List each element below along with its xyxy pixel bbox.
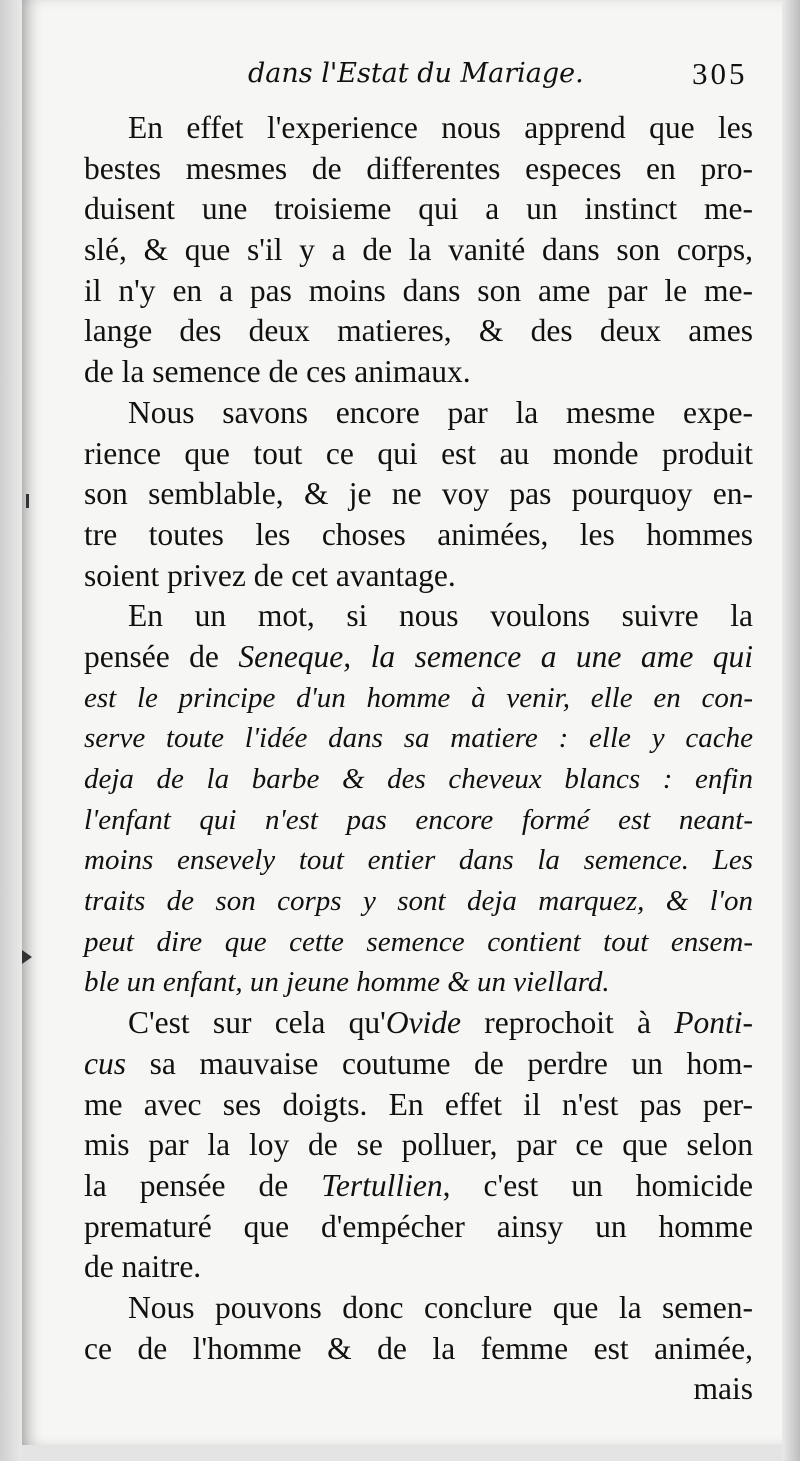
text-line: de naitre.	[84, 1249, 202, 1285]
text-line: me avec ses doigts. En effet il n'est pas per-	[84, 1086, 753, 1122]
text-line: il n'y en a pas moins dans son ame par le me-	[84, 272, 753, 308]
margin-mark	[26, 494, 29, 508]
quote-text: la semence a une ame qui	[370, 638, 754, 674]
text-span: reprochoit à	[461, 1005, 675, 1041]
text-line: mis par la loy de se polluer, par ce que selon	[84, 1127, 753, 1163]
page-number: 305	[692, 56, 748, 91]
text-line: lange des deux matieres, & des deux ames	[84, 313, 753, 349]
text-line	[84, 637, 753, 678]
text-span: la pensée de	[84, 1167, 322, 1203]
quote-line: serve toute l'idée dans sa matiere : elle y cache	[84, 722, 753, 755]
quote-line: traits de son corps y sont deja marquez, & l'on	[84, 885, 753, 918]
text-line: duisent une troisieme qui a un instinct me-	[84, 191, 753, 227]
text-line: bestes mesmes de differentes especes en pro-	[84, 150, 753, 186]
text-line: ce de l'homme & de la femme est animée,	[84, 1330, 753, 1366]
text-line: Nous savons encore par la mesme expe-	[128, 394, 753, 430]
text-line: prematuré que d'empécher ainsy un homme	[84, 1208, 753, 1244]
running-head: dans l'Estat du Mariage.	[248, 58, 584, 89]
quote-line: est le principe d'un homme à venir, elle en con-	[84, 681, 753, 714]
text-span: sa mauvaise coutume de perdre un hom-	[126, 1045, 753, 1081]
text-line: En un mot, si nous voulons suivre la	[128, 598, 753, 634]
text-line: rience que tout ce qui est au monde produit	[84, 435, 753, 471]
text-line: soient privez de cet avantage.	[84, 557, 456, 593]
body-text	[84, 108, 753, 1410]
text-line: de la semence de ces animaux.	[84, 354, 471, 390]
text-line	[84, 1003, 753, 1044]
text-line: slé, & que s'il y a de la vanité dans son corps,	[84, 232, 753, 268]
author-name: Seneque,	[238, 638, 352, 674]
catchword: mais	[693, 1371, 753, 1407]
quote-line: moins ensevely tout entier dans la semence. Les	[84, 844, 753, 877]
book-page	[22, 0, 782, 1445]
quote-line: ble un enfant, un jeune homme & un viellard.	[84, 966, 610, 999]
author-name: Tertullien	[321, 1167, 443, 1203]
text-line: Nous pouvons donc conclure que la semen-	[128, 1289, 753, 1325]
quotation-block	[84, 678, 753, 1004]
text-span: C'est sur cela qu'	[128, 1005, 386, 1041]
quote-line: l'enfant qui n'est pas encore formé est neant-	[84, 803, 753, 836]
text-line: tre toutes les choses animées, les hommes	[84, 516, 753, 552]
text-line: son semblable, & je ne voy pas pourquoy en-	[84, 476, 753, 512]
text-span: pensée de	[84, 638, 219, 674]
page-left-edge	[0, 0, 22, 1461]
author-name: Ovide	[385, 1005, 462, 1041]
person-name: Ponti-	[674, 1005, 753, 1041]
quote-line: peut dire que cette semence contient tout ensem-	[84, 925, 753, 958]
text-line: En effet l'experience nous apprend que les	[128, 110, 753, 145]
quote-line: deja de la barbe & des cheveux blancs : enfin	[84, 763, 753, 795]
page-right-edge	[782, 0, 800, 1461]
text-line	[84, 1044, 753, 1085]
page-header	[62, 58, 782, 102]
margin-ornament-icon	[22, 950, 32, 964]
person-name: cus	[84, 1045, 126, 1081]
text-line	[84, 1166, 753, 1207]
text-span: , c'est un homicide	[442, 1167, 753, 1203]
